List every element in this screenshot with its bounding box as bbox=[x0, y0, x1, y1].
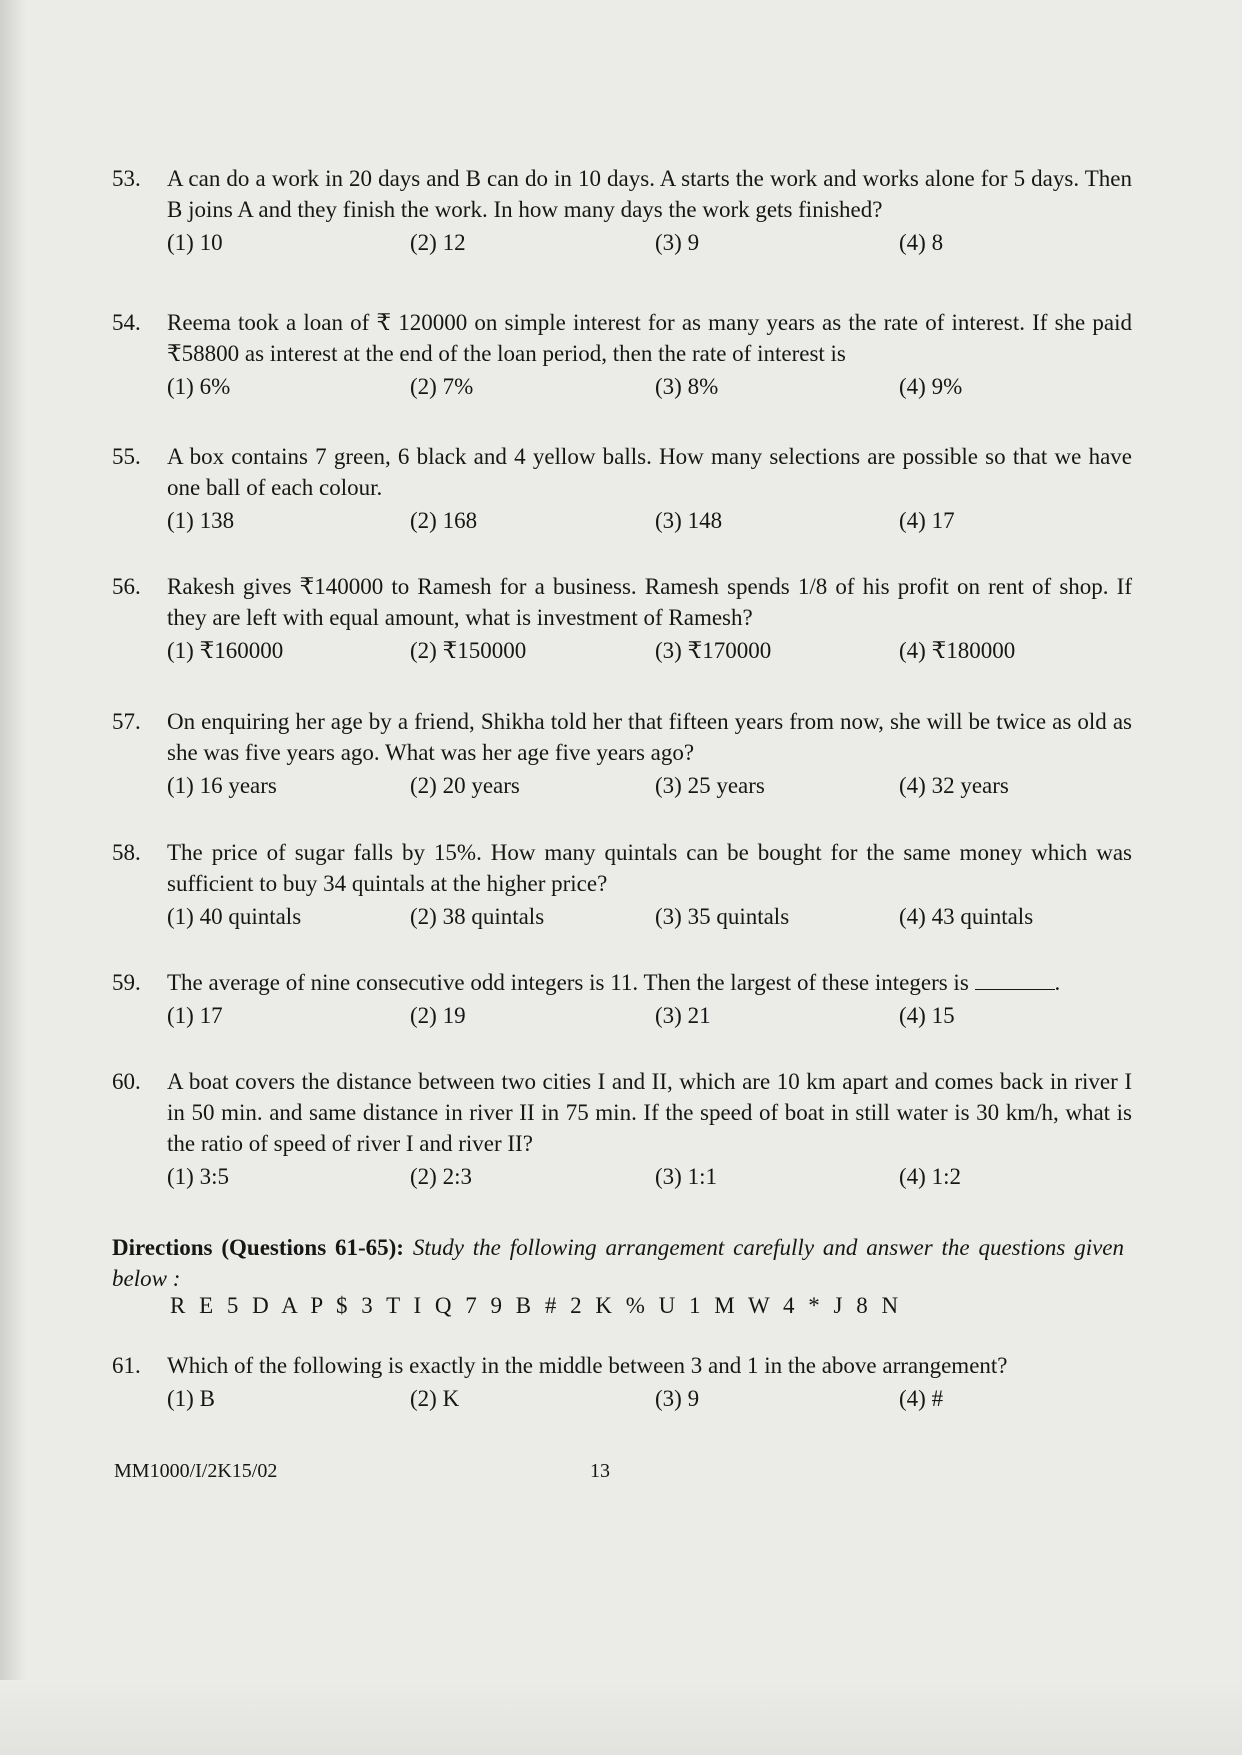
question-text-content: The average of nine consecutive odd integers is 11. Then the largest of these integers is bbox=[167, 970, 969, 995]
option-2: (2) K bbox=[410, 1386, 460, 1411]
option-4: (4) 9% bbox=[899, 374, 963, 399]
question-text: Which of the following is exactly in the middle between 3 and 1 in the above arrangement? bbox=[167, 1353, 1008, 1378]
option-4: (4) 32 years bbox=[899, 773, 1009, 798]
option-row bbox=[112, 770, 1132, 801]
question-number: 55. bbox=[112, 444, 141, 469]
option-1: (1) B bbox=[167, 1386, 215, 1411]
paper-code: MM1000/I/2K15/02 bbox=[114, 1460, 278, 1482]
option-row bbox=[112, 1383, 1132, 1414]
question-text: Reema took a loan of ₹ 120000 on simple interest for as many years as the rate of interest. If she paid ₹58800 as interest at the end of the loan period, then the rate of interest is bbox=[167, 310, 1132, 366]
directions-block bbox=[112, 1232, 1124, 1294]
option-2: (2) ₹150000 bbox=[410, 638, 527, 663]
question-number: 60. bbox=[112, 1069, 141, 1094]
question-text: A can do a work in 20 days and B can do in 10 days. A starts the work and works alone for 5 days. Then B joins A and they finish the work. In how many days the work gets finished? bbox=[167, 166, 1132, 222]
option-1: (1) ₹160000 bbox=[167, 638, 284, 663]
option-row bbox=[112, 1000, 1132, 1031]
question-number: 59. bbox=[112, 970, 141, 995]
option-3: (3) 148 bbox=[655, 508, 723, 533]
option-4: (4) 1:2 bbox=[899, 1164, 961, 1189]
option-row bbox=[112, 635, 1132, 666]
page-number: 13 bbox=[590, 1460, 610, 1482]
option-2: (2) 19 bbox=[410, 1003, 466, 1028]
question-53 bbox=[112, 163, 1132, 258]
option-2: (2) 38 quintals bbox=[410, 904, 545, 929]
option-1: (1) 3:5 bbox=[167, 1164, 229, 1189]
option-3: (3) 8% bbox=[655, 374, 719, 399]
question-text: On enquiring her age by a friend, Shikha told her that fifteen years from now, she will be twice as old as she was five years ago. What was her age five years ago? bbox=[167, 709, 1132, 765]
option-1: (1) 6% bbox=[167, 374, 231, 399]
option-row bbox=[112, 1161, 1132, 1192]
directions-text: Study the following arrangement carefully and answer the questions given below : bbox=[112, 1235, 1125, 1291]
option-4: (4) 43 quintals bbox=[899, 904, 1034, 929]
question-text: Rakesh gives ₹140000 to Ramesh for a business. Ramesh spends 1/8 of his profit on rent of shop. If they are left with equal amount, what is investment of Ramesh? bbox=[167, 574, 1132, 630]
option-4: (4) # bbox=[899, 1386, 944, 1411]
question-56 bbox=[112, 571, 1132, 666]
question-number: 56. bbox=[112, 574, 141, 599]
option-3: (3) 21 bbox=[655, 1003, 711, 1028]
option-3: (3) ₹170000 bbox=[655, 638, 772, 663]
directions-heading: Directions (Questions 61-65): bbox=[112, 1235, 404, 1260]
option-4: (4) 8 bbox=[899, 230, 944, 255]
question-text: The average of nine consecutive odd integers is 11. Then the largest of these integers is . bbox=[167, 970, 1061, 995]
option-1: (1) 16 years bbox=[167, 773, 277, 798]
question-text: A box contains 7 green, 6 black and 4 yellow balls. How many selections are possible so that we have one ball of each colour. bbox=[167, 444, 1132, 500]
option-2: (2) 7% bbox=[410, 374, 474, 399]
scan-edge-shadow bbox=[0, 0, 26, 1755]
option-3: (3) 25 years bbox=[655, 773, 765, 798]
option-row bbox=[112, 505, 1132, 536]
option-4: (4) 17 bbox=[899, 508, 955, 533]
question-number: 61. bbox=[112, 1353, 141, 1378]
option-2: (2) 168 bbox=[410, 508, 478, 533]
question-number: 57. bbox=[112, 709, 141, 734]
arrangement-sequence: R E 5 D A P $ 3 T I Q 7 9 B # 2 K % U 1 M W 4 * J 8 N bbox=[170, 1293, 903, 1318]
question-text: The price of sugar falls by 15%. How many quintals can be bought for the same money which was sufficient to buy 34 quintals at the higher price? bbox=[167, 840, 1132, 896]
scan-bottom-shadow bbox=[0, 1680, 1242, 1755]
option-3: (3) 9 bbox=[655, 1386, 700, 1411]
question-58 bbox=[112, 837, 1132, 932]
option-row bbox=[112, 227, 1132, 258]
option-1: (1) 17 bbox=[167, 1003, 223, 1028]
question-54 bbox=[112, 307, 1132, 402]
option-1: (1) 40 quintals bbox=[167, 904, 302, 929]
question-number: 58. bbox=[112, 840, 141, 865]
option-1: (1) 10 bbox=[167, 230, 223, 255]
option-3: (3) 9 bbox=[655, 230, 700, 255]
option-2: (2) 12 bbox=[410, 230, 466, 255]
question-59 bbox=[112, 967, 1132, 1031]
option-1: (1) 138 bbox=[167, 508, 235, 533]
option-row bbox=[112, 371, 1132, 402]
answer-blank bbox=[975, 971, 1055, 990]
question-60 bbox=[112, 1066, 1132, 1192]
question-text: A boat covers the distance between two cities I and II, which are 10 km apart and comes back in river I in 50 min. and same distance in river II in 75 min. If the speed of boat in still water is 30 km/h, what is the ratio of speed of river I and river II? bbox=[167, 1069, 1132, 1156]
question-number: 53. bbox=[112, 166, 141, 191]
question-55 bbox=[112, 441, 1132, 536]
question-61 bbox=[112, 1350, 1132, 1414]
option-3: (3) 1:1 bbox=[655, 1164, 717, 1189]
option-row bbox=[112, 901, 1132, 932]
option-3: (3) 35 quintals bbox=[655, 904, 790, 929]
option-4: (4) ₹180000 bbox=[899, 638, 1016, 663]
option-2: (2) 2:3 bbox=[410, 1164, 472, 1189]
question-57 bbox=[112, 706, 1132, 801]
option-4: (4) 15 bbox=[899, 1003, 955, 1028]
question-number: 54. bbox=[112, 310, 141, 335]
option-2: (2) 20 years bbox=[410, 773, 520, 798]
